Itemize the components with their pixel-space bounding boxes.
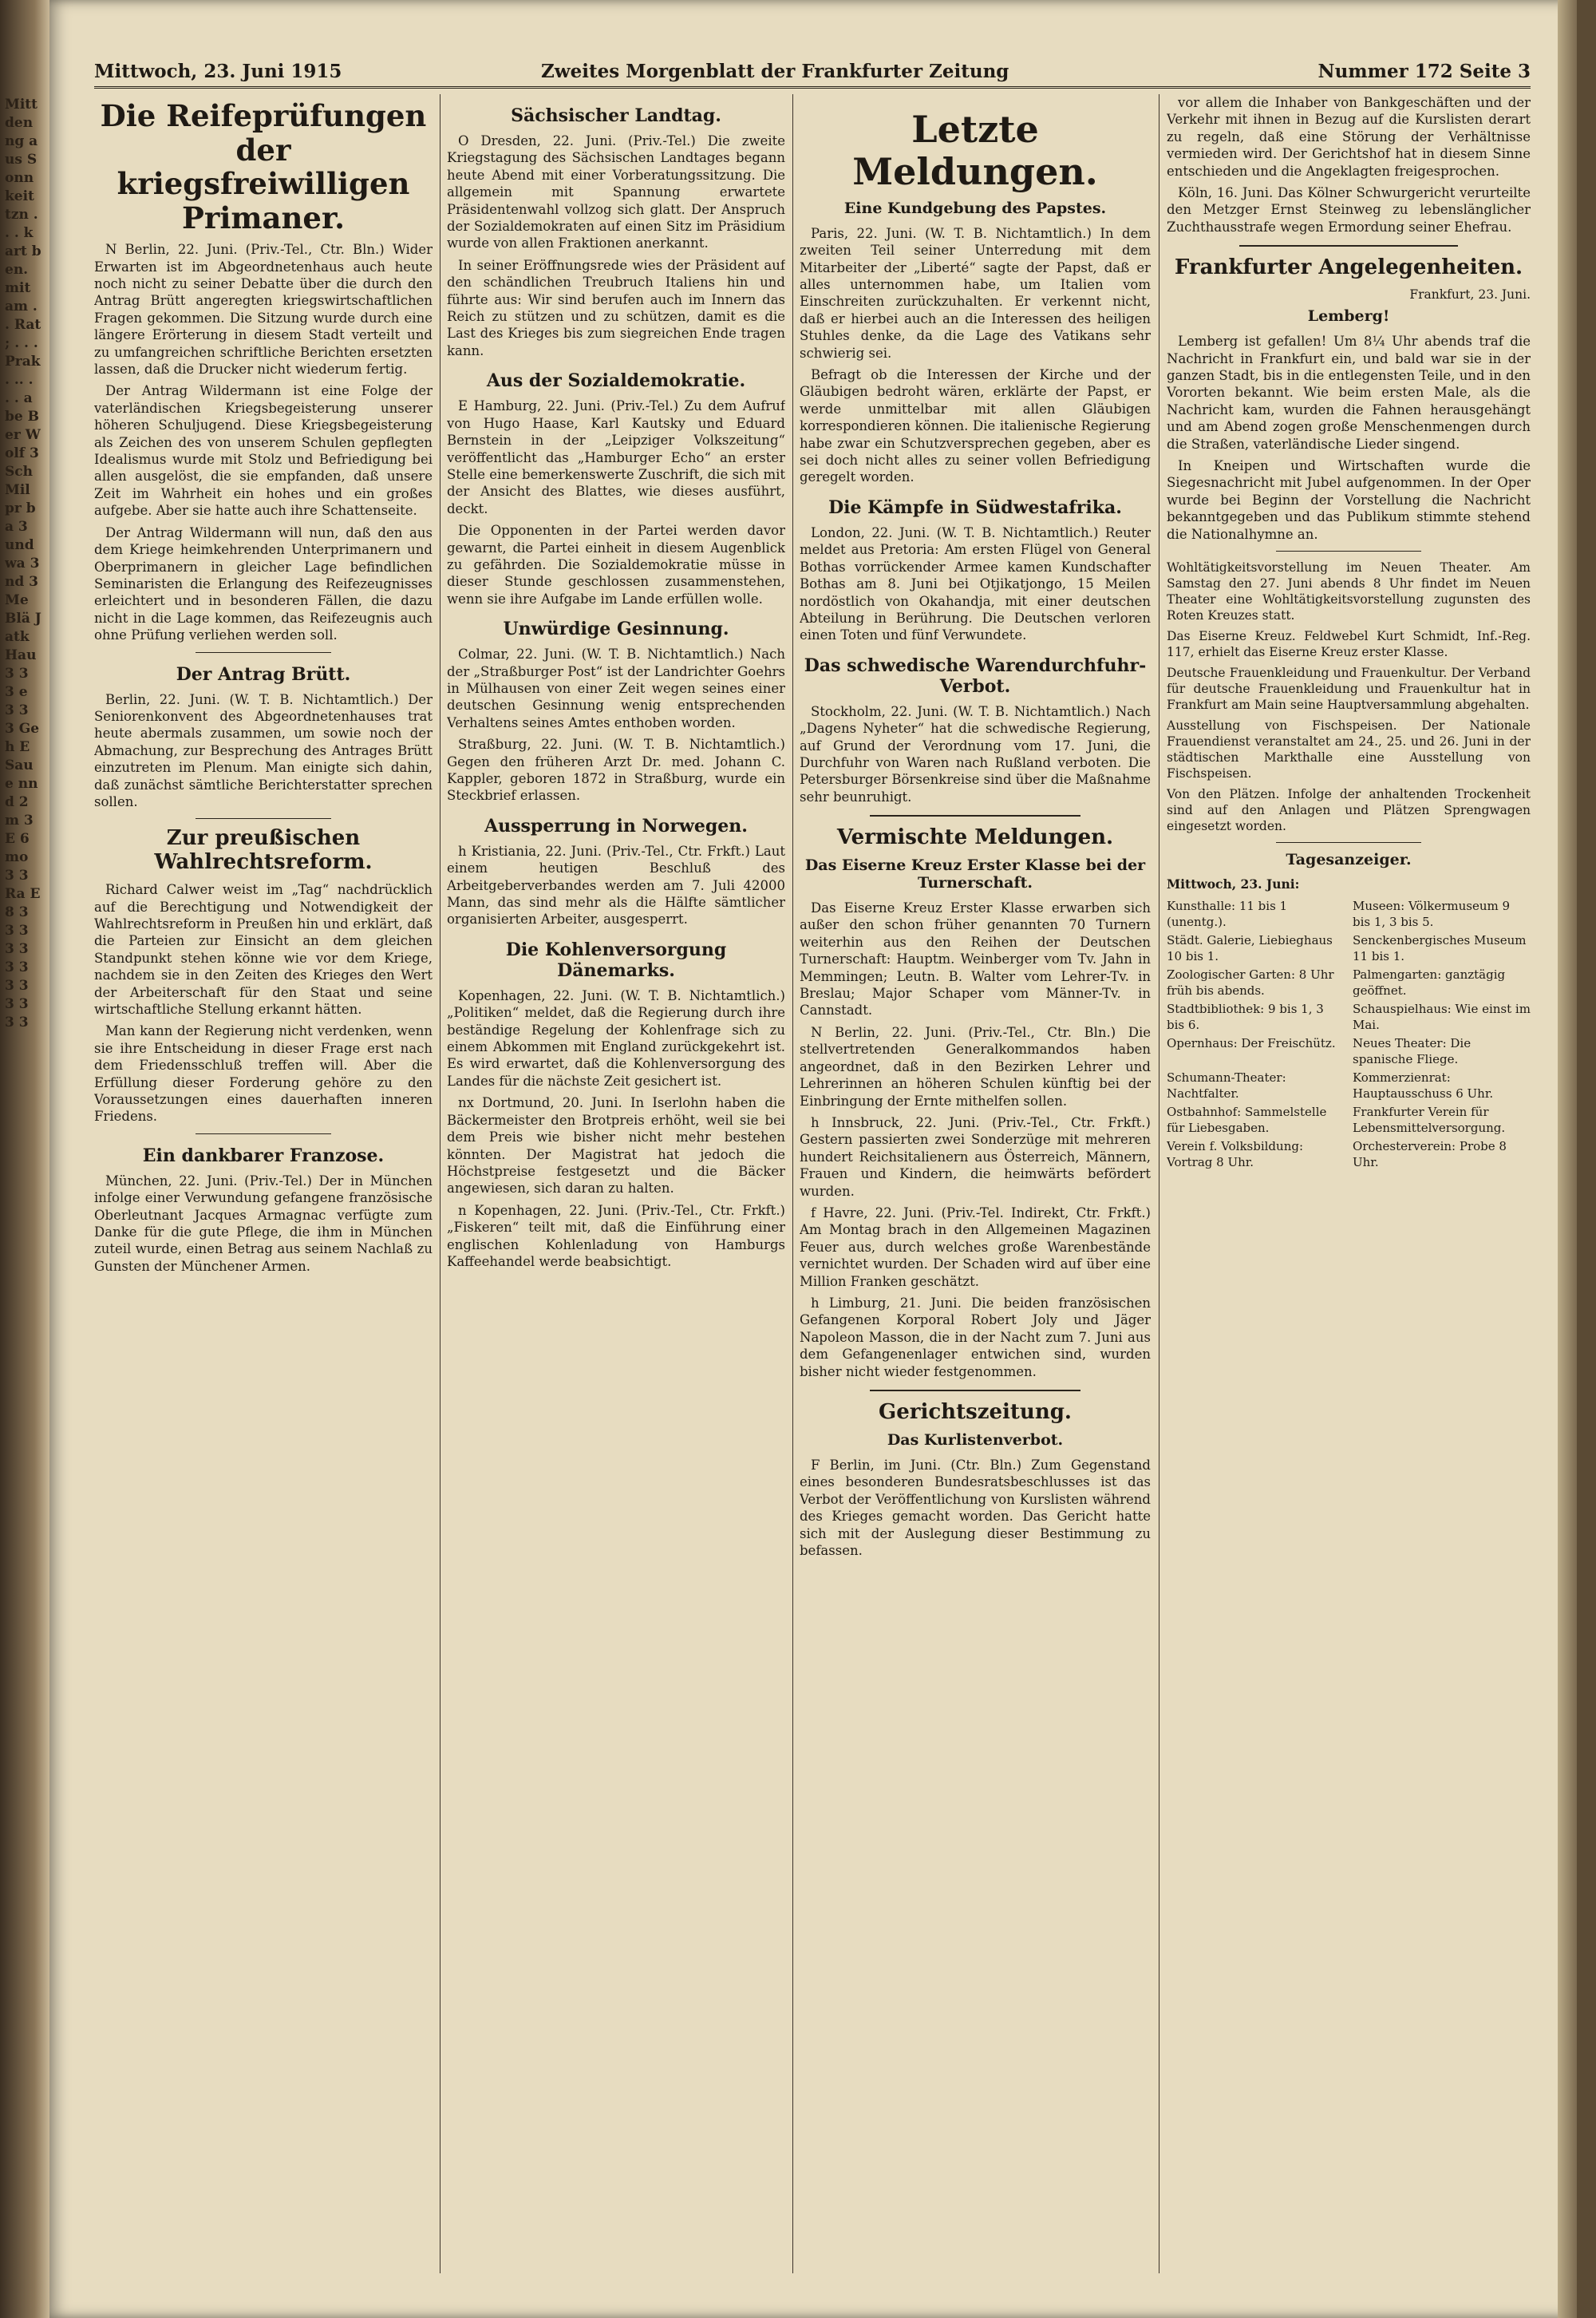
adjacent-page-fragment: Mitt den ng aus Sonn keit tzn . . . kart ben. mit am . . Rat ; . . . Prak . .. . . . abe Ber Wolf 3 Sch Mil pr ba 3 und wa 3 nd 3 Me Blä Jatk Hau 3 3 3 e 3 3 3 Geh E Saue nnd 2 m 3 E 6 mo 3 3 Ra E 8 3 3 3 3 3 3 3 3 3 3 3 3 3 xyxy=(5,97,41,1030)
column-2 xyxy=(447,94,785,2273)
local-notice: Deutsche Frauenkleidung und Frauenkultur. Der Verband für deutsche Frauenkleidung und Frauenkultur hat in Frankfurt am Main seine Hauptversammlung abgehalten. xyxy=(1167,666,1531,713)
schedule-entry: Orchesterverein: Probe 8 Uhr. xyxy=(1353,1139,1507,1169)
article-subheadline: Das Kurlistenverbot. xyxy=(887,1430,1064,1449)
header-date: Mittwoch, 23. Juni 1915 xyxy=(94,61,342,82)
schedule-entry: Frankfurter Verein für Lebensmittelversorgung. xyxy=(1353,1105,1506,1135)
article-paragraph: N Berlin, 22. Juni. (Priv.-Tel., Ctr. Bln.) Wider Erwarten ist im Abgeordnetenhaus auch heute noch nicht zu seiner Debatte über die durch den Antrag Brütt angeregten kriegswirtschaftlichen Fragen gekommen. Die Sitzung wurde durch eine längere Erörterung in diesem Stadt verteilt und zu umfangreichen schriftliche Berichten ersetzten lassen, daß die Drucker nicht wiederum fertig. xyxy=(94,242,433,378)
divider xyxy=(1276,842,1421,843)
article-paragraph: vor allem die Inhaber von Bankgeschäften und der Verkehr mit ihnen in Bezug auf die Kurslisten derart zu regeln, daß eine Störung der Verhältnisse vermieden wird. Der Gerichtshof hat in diesem Sinne entschieden und die Angeklagten freigesprochen. xyxy=(1167,95,1531,179)
divider xyxy=(870,1390,1080,1391)
schedule-entry: Kommerzienrat: Hauptausschuss 6 Uhr. xyxy=(1353,1070,1494,1101)
article-paragraph: Befragt ob die Interessen der Kirche und der Gläubigen bedroht wären, erklärte der Papst, er werde unmittelbar mit allen Gläubigen korrespondieren können. Die italienische Regierung habe zwar ein Schutzversprechen gegeben, aber es sei doch nicht alles zu seiner vollen Befriedigung geregelt worden. xyxy=(800,367,1151,485)
column-1 xyxy=(94,94,433,2273)
article-paragraph: In Kneipen und Wirtschaften wurde die Siegesnachricht mit Jubel aufgenommen. In der Oper wurde bei Beginn der Vorstellung die Nachricht bekanntgegeben und das Publikum stimmte stehend die Nationalhymne an. xyxy=(1167,457,1531,542)
local-notice: Von den Plätzen. Infolge der anhaltenden Trockenheit sind auf den Anlagen und Plätzen Sprengwagen eingesetzt worden. xyxy=(1167,787,1531,834)
article-headline: Die Kohlenversorgung Dänemarks. xyxy=(505,939,727,981)
divider xyxy=(196,818,331,819)
article-headline: Sächsischer Landtag. xyxy=(511,105,721,126)
article-paragraph: O Dresden, 22. Juni. (Priv.-Tel.) Die zweite Kriegstagung des Sächsischen Landtages begann heute Abend mit einer Vorberatungssitzung. Die allgemein mit Spannung erwartete Präsidentenwahl vollzog sich glatt. Der Anspruch der Sozialdemokraten auf einen Sitz im Präsidium wurde von allen Fraktionen anerkannt. xyxy=(447,133,785,251)
book-binding xyxy=(0,0,49,2318)
article-subheadline: Eine Kundgebung des Papstes. xyxy=(843,199,1107,217)
schedule-entry: Verein f. Volksbildung: Vortrag 8 Uhr. xyxy=(1167,1139,1304,1169)
divider xyxy=(196,1133,331,1134)
local-notice: Das Eiserne Kreuz. Feldwebel Kurt Schmidt, Inf.-Reg. 117, erhielt das Eiserne Kreuz erster Klasse. xyxy=(1167,629,1531,660)
divider xyxy=(196,652,331,653)
schedule-entry: Städt. Galerie, Liebieghaus 10 bis 1. xyxy=(1167,933,1333,963)
column-4 xyxy=(1167,94,1531,2273)
article-paragraph: Colmar, 22. Juni. (W. T. B. Nichtamtlich.) Nach der „Straßburger Post“ ist der Landrichter Goehrs in Mülhausen von einer Zeit wegen seines einer deutschen Gesinnung wenig entsprechenden Verhaltens seines Amtes enthoben worden. xyxy=(447,647,785,730)
article-subheadline: Lemberg! xyxy=(1307,307,1390,326)
newspaper-page xyxy=(49,0,1577,2318)
divider xyxy=(870,815,1080,817)
schedule-entry: Senckenbergisches Museum 11 bis 1. xyxy=(1353,933,1527,963)
article-paragraph: Paris, 22. Juni. (W. T. B. Nichtamtlich.) In dem zweiten Teil seiner Unterredung mit dem Mitarbeiter der „Liberté“ sagte der Papst, daß er alles unternommen habe, um Italien vom Einschreiten zurückzuhalten. Er verkennt nicht, daß er hierbei auch an die Interessen des heiligen Stuhles denke, da die Lage des Vatikans sehr schwierig sei. xyxy=(800,225,1151,361)
article-paragraph: E Hamburg, 22. Juni. (Priv.-Tel.) Zu dem Aufruf von Hugo Haase, Karl Kautsky und Eduard Bernstein in der „Leipziger Volkszeitung“ veröffentlicht das „Hamburger Echo“ an erster Stelle eine bemerkenswerte Zuschrift, die sich mit der Ansicht des Blattes, wie dieses ausführt, deckt. xyxy=(447,398,785,516)
schedule-entry: Zoologischer Garten: 8 Uhr früh bis abends. xyxy=(1167,967,1334,998)
local-notice: Wohltätigkeitsvorstellung im Neuen Theater. Am Samstag den 27. Juni abends 8 Uhr findet im Neuen Theater eine Wohltätigkeitsvorstellung zugunsten des Roten Kreuzes statt. xyxy=(1167,560,1531,623)
section-headline: Vermischte Meldungen. xyxy=(836,825,1114,850)
page-header xyxy=(94,59,1531,89)
dateline: Frankfurt, 23. Juni. xyxy=(1409,287,1531,303)
article-headline: Ein dankbarer Franzose. xyxy=(142,1145,385,1166)
article-paragraph: Der Antrag Wildermann ist eine Folge der vaterländischen Kriegsbegeisterung unserer höheren Schuljugend. Diese Kriegsbegeisterung als Zeichen des von unserem Schulen gepflegten Idealismus wurde mit Stolz und Befriedigung bei allen ausgelöst, die sie empfanden, daß unsere Zeit im Wahrheit ein hohes und ein großes aufgebe. Aber sie hatte auch ihre Schattenseite. xyxy=(94,383,433,519)
article-paragraph: h Limburg, 21. Juni. Die beiden französischen Gefangenen Korporal Robert Joly und Jäger Napoleon Masson, die in der Nacht zum 7. Juni aus dem Gefangenenlager entwichen sind, wurden bisher nicht wieder festgenommen. xyxy=(800,1295,1151,1379)
daily-schedule xyxy=(1167,899,1531,1173)
schedule-entry: Kunsthalle: 11 bis 1 (unentg.). xyxy=(1167,899,1288,929)
article-headline: Zur preußischen Wahlrechtsreform. xyxy=(154,826,373,875)
schedule-entry: Neues Theater: Die spanische Fliege. xyxy=(1353,1036,1472,1066)
article-paragraph: f Havre, 22. Juni. (Priv.-Tel. Indirekt, Ctr. Frkft.) Am Montag brach in den Allgemeinen Magazinen Feuer aus, durch welches große Warenbestände vernichtet wurden. Der Schaden wird auf über eine Million Franken geschätzt. xyxy=(800,1204,1151,1289)
schedule-entry: Schauspielhaus: Wie einst im Mai. xyxy=(1353,1002,1531,1032)
article-paragraph: h Kristiania, 22. Juni. (Priv.-Tel., Ctr. Frkft.) Laut einem heutigen Beschluß des Arbeitgeberverbandes werden am 7. Juli 42000 Mann, das sind mehr als die Hälfte sämtlicher organisierten Arbeiter, ausgesperrt. xyxy=(447,843,785,928)
section-headline: Gerichtszeitung. xyxy=(879,1400,1072,1425)
local-notice: Ausstellung von Fischspeisen. Der Nationale Frauendienst veranstaltet am 24., 25. und 26. Juni in der städtischen Markthalle eine Ausstellung von Fischspeisen. xyxy=(1167,718,1531,781)
article-paragraph: nx Dortmund, 20. Juni. In Iserlohn haben die Bäckermeister den Brotpreis erhöht, weil sie bei dem Preis wie bisher nicht mehr bestehen könnten. Der Magistrat hat jedoch die Höchstpreise festgesetzt und die Bäcker angewiesen, sich daran zu halten. xyxy=(447,1095,785,1197)
article-paragraph: Lemberg ist gefallen! Um 8¼ Uhr abends traf die Nachricht in Frankfurt ein, und bald war sie in der ganzen Stadt, bis in die entlegensten Teile, und in den Vororten bekannt. Wie beim ersten Male, als die Nachricht kam, wurden die Fahnen herausgehängt und am Abend zogen große Menschenmengen durch die Straßen, vaterländische Lieder singend. xyxy=(1167,334,1531,452)
article-headline: Das schwedische Warendurchfuhr-Verbot. xyxy=(804,655,1147,697)
column-3 xyxy=(800,94,1151,2273)
header-page-number: Nummer 172 Seite 3 xyxy=(1317,61,1531,82)
schedule-entry: Ostbahnhof: Sammelstelle für Liebesgaben. xyxy=(1167,1105,1327,1135)
schedule-entry: Palmengarten: ganztägig geöffnet. xyxy=(1353,967,1506,998)
article-paragraph: München, 22. Juni. (Priv.-Tel.) Der in München infolge einer Verwundung gefangene französische Oberleutnant Jacques Armagnac verfügte zum Danke für die gute Pflege, die ihm in München zuteil wurde, einen Betrag aus seinem Nachlaß zu Gunsten der Münchener Armen. xyxy=(94,1173,433,1274)
article-headline: Aus der Sozialdemokratie. xyxy=(486,370,746,392)
schedule-date: Mittwoch, 23. Juni: xyxy=(1167,876,1300,892)
header-masthead: Zweites Morgenblatt der Frankfurter Zeitung xyxy=(541,61,1009,82)
schedule-entry: Opernhaus: Der Freischütz. xyxy=(1167,1036,1336,1051)
article-paragraph: Köln, 16. Juni. Das Kölner Schwurgericht verurteilte den Metzger Ernst Steinweg zu lebenslänglicher Zuchthausstrafe wegen Ermordung seiner Ehefrau. xyxy=(1167,185,1531,235)
schedule-entry: Schumann-Theater: Nachtfalter. xyxy=(1167,1070,1286,1101)
article-headline: Unwürdige Gesinnung. xyxy=(503,619,729,640)
article-paragraph: Man kann der Regierung nicht verdenken, wenn sie ihre Entscheidung in dieser Frage erst nach dem Friedensschluß treffen will. Aber die Erfüllung dieser Forderung gehöre zu den Voraussetzungen eines dauerhaften inneren Friedens. xyxy=(94,1023,433,1125)
article-headline: Der Antrag Brütt. xyxy=(176,663,351,685)
article-paragraph: Straßburg, 22. Juni. (W. T. B. Nichtamtlich.) Gegen den früheren Arzt Dr. med. Johann C. Kappler, geboren 1872 in Straßburg, wurde ein Steckbrief erlassen. xyxy=(447,737,785,804)
article-paragraph: Das Eiserne Kreuz Erster Klasse erwarben sich außer den schon früher genannten 70 Turnern weiterhin aus den Reihen der Deutschen Turnerschaft: Hauptm. Weinberger vom Tv. Jahn in Memmingen; Leutn. B. Walter vom Lehrer-Tv. in Breslau; Major Schaper vom Männer-Tv. in Cannstadt. xyxy=(800,900,1151,1019)
section-headline: Frankfurter Angelegenheiten. xyxy=(1174,255,1523,280)
article-paragraph: Die Opponenten in der Partei werden davor gewarnt, die Partei einheit in diesem Augenblick zu gefährden. Die Sozialdemokratie müsse in dieser Stunde geschlossen zusammenstehen, wenn sie ihre Aufgabe im Lande erfüllen wolle. xyxy=(447,523,785,607)
article-paragraph: Berlin, 22. Juni. (W. T. B. Nichtamtlich.) Der Seniorenkonvent des Abgeordnetenhauses trat heute abermals zusammen, um sowie noch der Abmachung, zur Besprechung des Antrages Brütt einzutreten im Plenum. Man einigte sich dahin, daß zunächst sämtliche Berichterstatter sprechen sollen. xyxy=(94,691,433,809)
divider xyxy=(1239,245,1458,247)
article-headline: Die Kämpfe in Südwestafrika. xyxy=(828,496,1122,518)
divider xyxy=(1276,551,1421,552)
section-headline: Letzte Meldungen. xyxy=(852,108,1098,193)
article-subheadline: Tagesanzeiger. xyxy=(1286,851,1412,869)
page-edge xyxy=(1558,0,1577,2318)
article-paragraph: n Kopenhagen, 22. Juni. (Priv.-Tel., Ctr. Frkft.) „Fiskeren“ teilt mit, daß die Einführung einer englischen Kohlenladung von Hamburgs Kaffeehandel werde beabsichtigt. xyxy=(447,1202,785,1269)
article-headline: Die Reifeprüfungen der kriegsfreiwilligen Primaner. xyxy=(100,98,427,235)
article-paragraph: h Innsbruck, 22. Juni. (Priv.-Tel., Ctr. Frkft.) Gestern passierten zwei Sonderzüge mit mehreren hundert Reichsitalienern aus Österreich, Männern, Frauen und Kindern, die heimwärts befördert wurden. xyxy=(800,1114,1151,1199)
article-paragraph: N Berlin, 22. Juni. (Priv.-Tel., Ctr. Bln.) Die stellvertretenden Generalkommandos haben angeordnet, daß in den Bezirken Lehrer und Lehrerinnen an höheren Schulen künftig bei der Einbringung der Ernte mithelfen sollen. xyxy=(800,1024,1151,1109)
article-paragraph: Richard Calwer weist im „Tag“ nachdrücklich auf die Berechtigung und Notwendigkeit der Wahlrechtsreform in Preußen hin und erklärt, daß die Parteien zur Einsicht an dem gleichen Standpunkt stehen könne wie vor dem Kriege, nachdem sie in den Zeiten des Krieges den Wert der Arbeiterschaft für den Staat und seine wirtschaftliche Stellung erkannt hätten. xyxy=(94,882,433,1017)
article-paragraph: Der Antrag Wildermann will nun, daß den aus dem Kriege heimkehrenden Unterprimanern und Oberprimanern in gleicher Lage befindlichen Seminaristen die Erlangung des Reifezeugnisses erleichtert und in besonderen Fällen, die dazu nicht in die Lage kommen, das Reifezeugnis auch ohne Prüfung verliehen werden soll. xyxy=(94,524,433,643)
article-headline: Aussperrung in Norwegen. xyxy=(484,815,748,837)
article-subheadline: Das Eiserne Kreuz Erster Klasse bei der Turnerschaft. xyxy=(804,856,1146,892)
article-paragraph: Kopenhagen, 22. Juni. (W. T. B. Nichtamtlich.) „Politiken“ meldet, daß die Regierung durch ihre beständige Regelung der Kohlenfrage sich zu einem Abkommen mit England zurückgekehrt ist. Es wird erwartet, daß die Kohlenversorgung des Landes für die nächste Zeit gesichert ist. xyxy=(447,987,785,1089)
article-paragraph: Stockholm, 22. Juni. (W. T. B. Nichtamtlich.) Nach „Dagens Nyheter“ hat die schwedische Regierung, auf Grund der Verordnung vom 17. Juni, die Durchfuhr von Waren nach Rußland verboten. Die Petersburger Börsenkreise sind über die Maßnahme sehr beunruhigt. xyxy=(800,703,1151,805)
schedule-entry: Stadtbibliothek: 9 bis 1, 3 bis 6. xyxy=(1167,1002,1324,1032)
article-paragraph: London, 22. Juni. (W. T. B. Nichtamtlich.) Reuter meldet aus Pretoria: Am ersten Flügel von General Bothas vorrückender Armee kamen Kundschafter Bothas am 8. Juni bei Otjikatjongo, 15 Meilen nordöstlich von Okahandja, mit einer deutschen Abteilung in Berührung. Die Deutschen verloren einen Toten und fünf Verwundete. xyxy=(800,524,1151,643)
schedule-entry: Museen: Völkermuseum 9 bis 1, 3 bis 5. xyxy=(1353,899,1511,929)
article-paragraph: In seiner Eröffnungsrede wies der Präsident auf den schändlichen Treubruch Italiens hin und führte aus: Wir sind berufen auch im Innern das Reich zu stützen und zu schützen, damit es die Last des Krieges bis zum siegreichen Ende tragen kann. xyxy=(447,257,785,358)
column-rule xyxy=(792,94,793,2273)
article-paragraph: F Berlin, im Juni. (Ctr. Bln.) Zum Gegenstand eines besonderen Bundesratsbeschlusses ist das Verbot der Veröffentlichung von Kurslisten während des Krieges gemacht worden. Das Gericht hatte sich mit der Auslegung dieser Bestimmung zu befassen. xyxy=(800,1457,1151,1558)
